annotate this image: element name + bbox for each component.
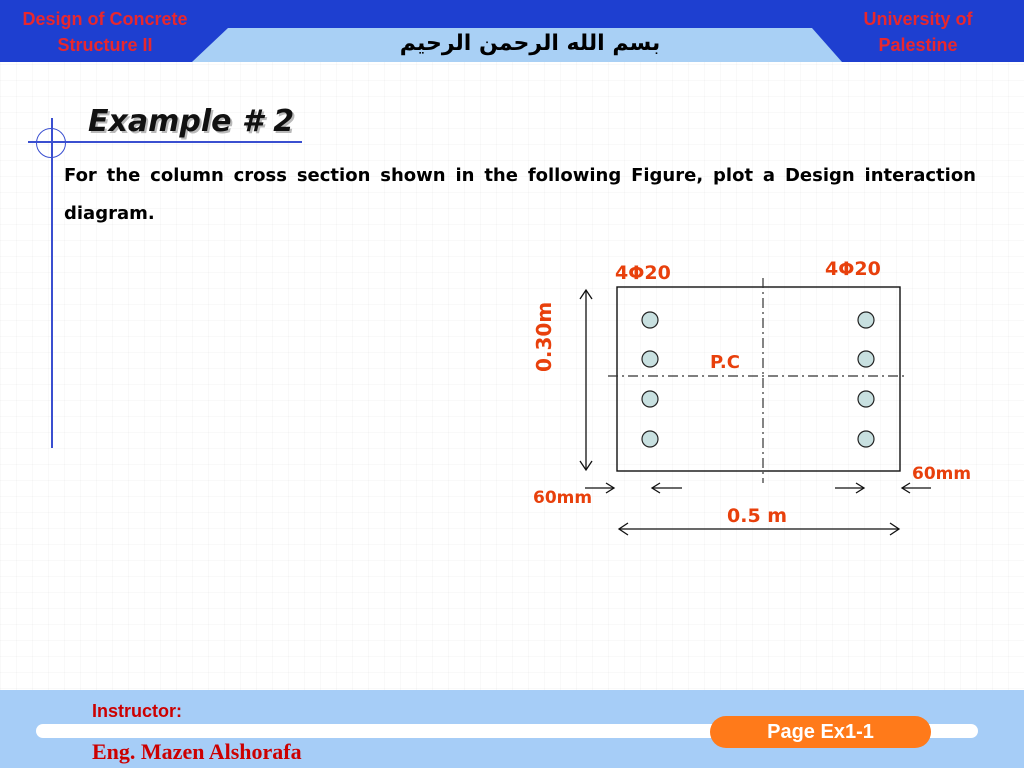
rebar — [642, 431, 658, 447]
right-rebars — [858, 312, 874, 447]
instructor-name: Eng. Mazen Alshorafa — [92, 739, 302, 764]
left-rebars — [642, 312, 658, 447]
top-left-bars-label: 4Φ20 — [615, 262, 671, 284]
rebar — [858, 351, 874, 367]
page-number-badge: Page Ex1-1 — [710, 716, 931, 748]
course-title: Design of Concrete Structure II — [22, 9, 188, 55]
university-name: University of Palestine — [863, 9, 973, 55]
basmala-text: بسم الله الرحمن الرحيم — [399, 31, 661, 56]
rebar — [858, 391, 874, 407]
top-right-bars-label: 4Φ20 — [825, 258, 881, 280]
rebar — [858, 431, 874, 447]
cover-arrows — [585, 483, 931, 493]
rebar — [642, 391, 658, 407]
height-dimension — [580, 290, 592, 470]
section-outline — [617, 287, 900, 471]
example-title: Example # 2 — [88, 104, 295, 139]
rebar — [858, 312, 874, 328]
plastic-centroid-label: P.C — [710, 352, 740, 373]
rebar — [642, 351, 658, 367]
cover-right-label: 60mm — [912, 464, 972, 484]
cover-left-label: 60mm — [533, 488, 593, 508]
instructor-label: Instructor: — [92, 701, 182, 721]
width-label: 0.5 m — [727, 505, 788, 527]
rebar — [642, 312, 658, 328]
problem-statement: For the column cross section shown in the following Figure, plot a Design interaction diagram. — [64, 165, 976, 224]
